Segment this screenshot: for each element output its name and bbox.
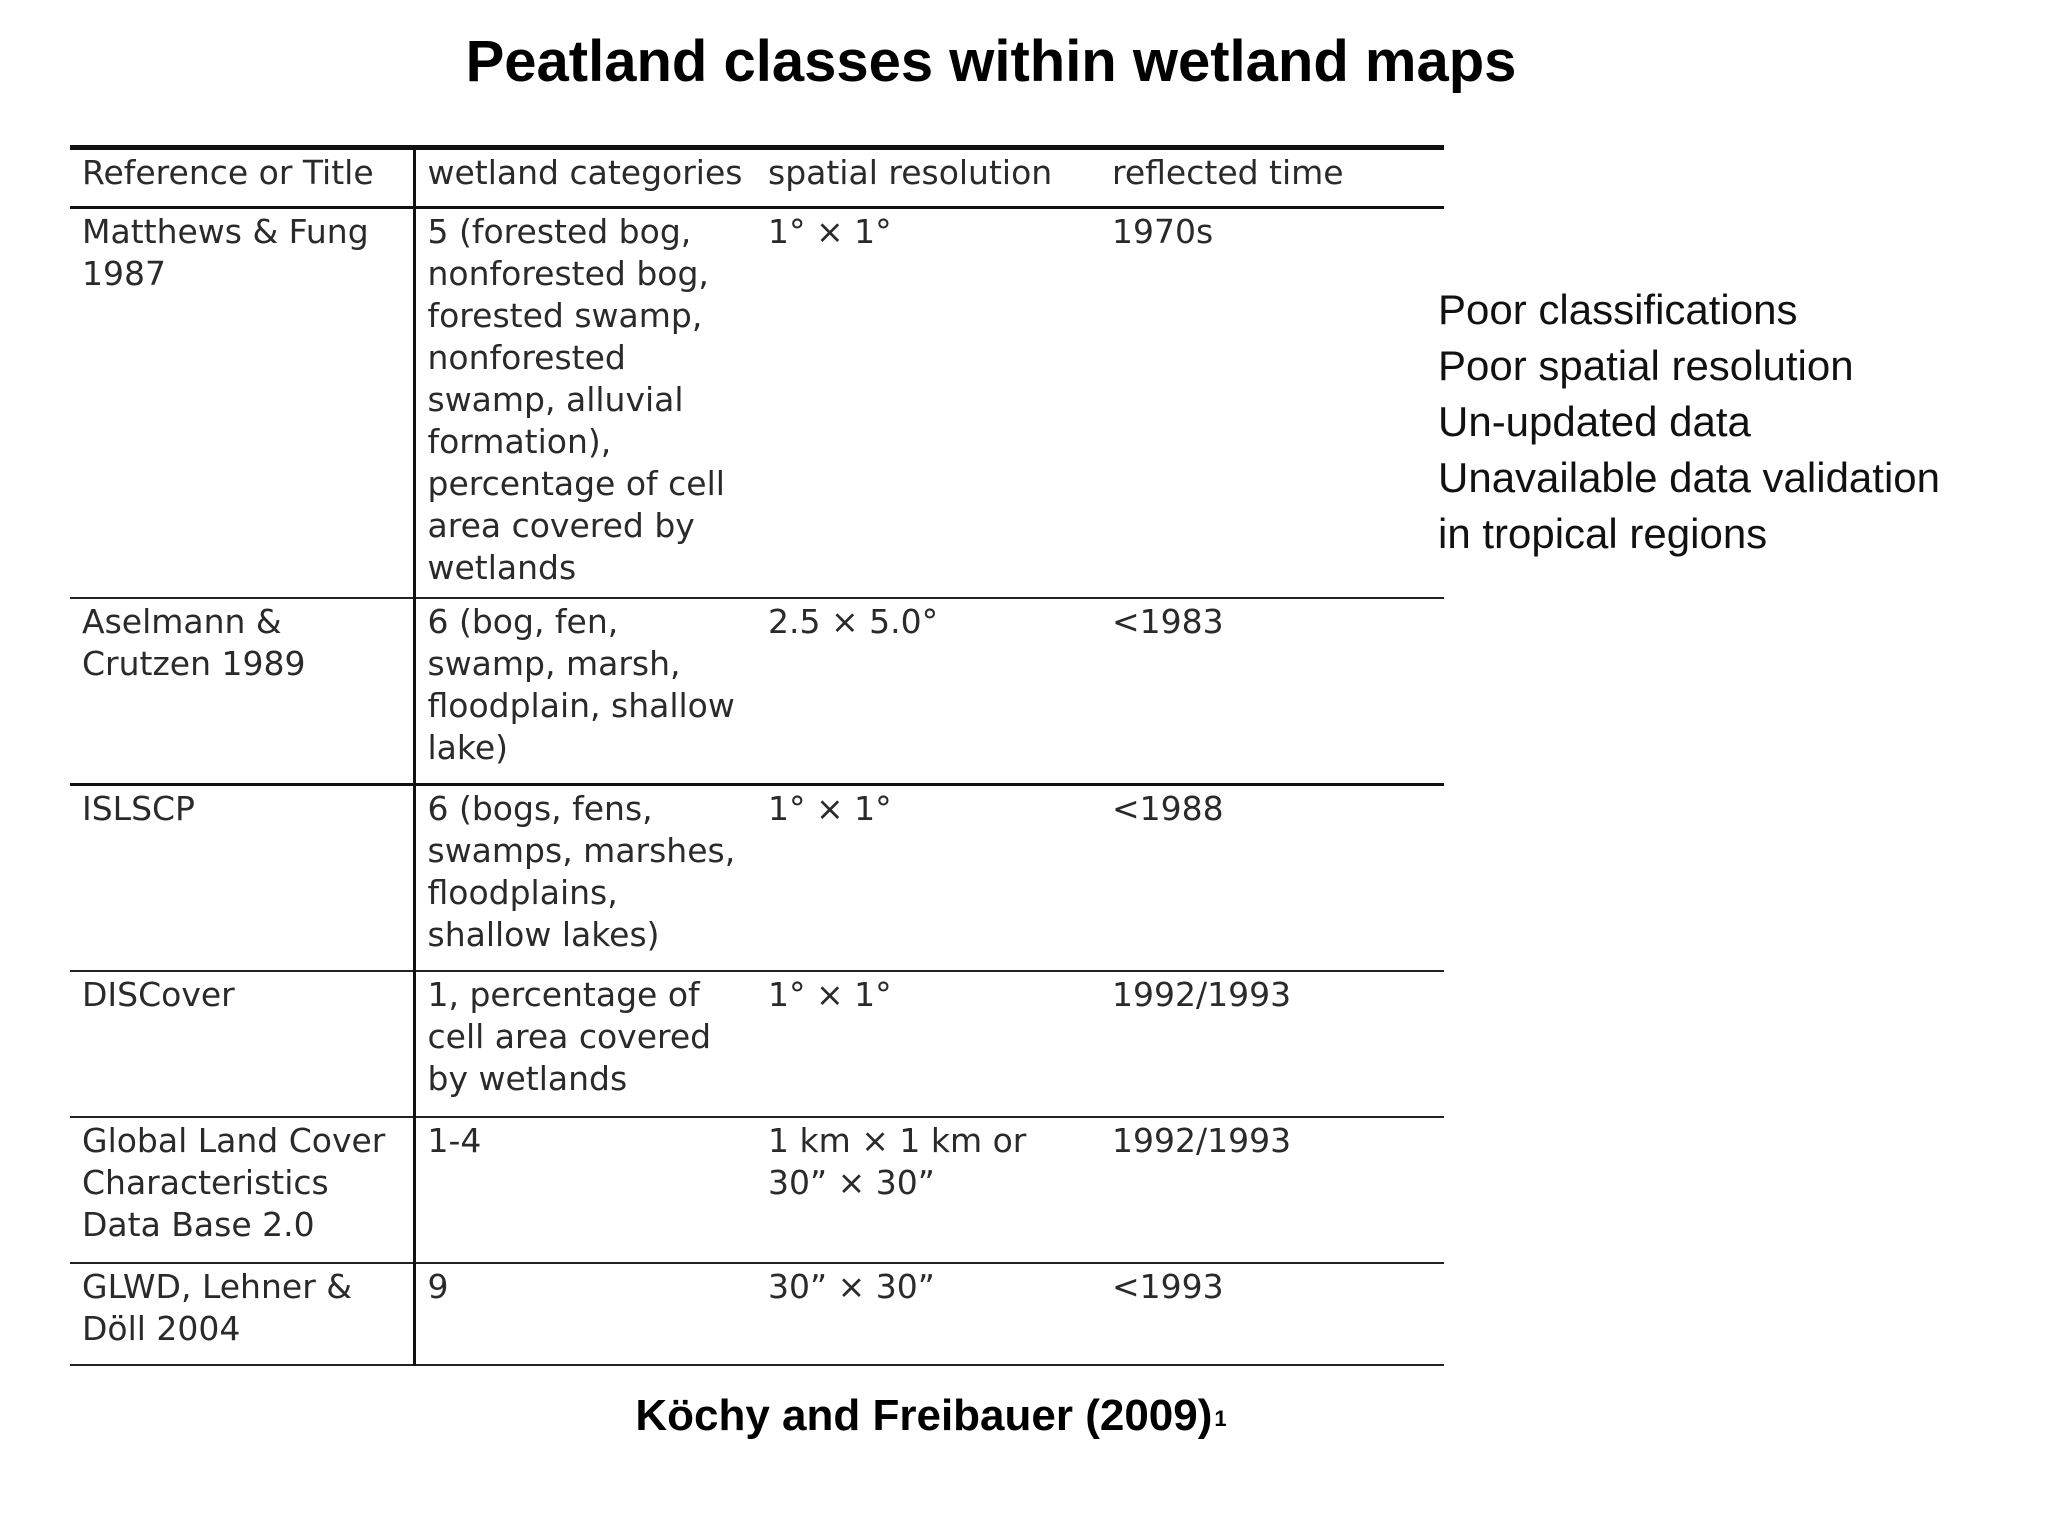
cell-categories: 6 (bog, fen, swamp, marsh, floodplain, shallow lake) bbox=[414, 598, 756, 785]
cell-reference: Matthews & Fung 1987 bbox=[70, 208, 414, 599]
cell-resolution: 30” × 30” bbox=[756, 1263, 1100, 1365]
cell-categories: 1-4 bbox=[414, 1117, 756, 1263]
issue-item: Unavailable data validation bbox=[1438, 454, 1941, 501]
cell-reference: Aselmann & Crutzen 1989 bbox=[70, 598, 414, 785]
issue-item: Un-updated data bbox=[1438, 398, 1751, 445]
column-header-categories: wetland categories bbox=[414, 148, 756, 208]
cell-reference: ISLSCP bbox=[70, 785, 414, 972]
slide-title: Peatland classes within wetland maps bbox=[465, 29, 1517, 94]
column-header-reference: Reference or Title bbox=[70, 148, 414, 208]
table-row bbox=[70, 971, 1444, 1117]
cell-time: 1992/1993 bbox=[1100, 1117, 1444, 1263]
issue-item: in tropical regions bbox=[1438, 510, 1768, 557]
citation-footnote-marker: 1 bbox=[1214, 1406, 1227, 1431]
cell-time: <1993 bbox=[1100, 1263, 1444, 1365]
cell-reference: Global Land Cover Characteristics Data Base 2.0 bbox=[70, 1117, 414, 1263]
cell-time: 1992/1993 bbox=[1100, 971, 1444, 1117]
table-row bbox=[70, 1117, 1444, 1263]
cell-reference: DISCover bbox=[70, 971, 414, 1117]
table-header-row bbox=[70, 148, 1444, 208]
citation bbox=[0, 1388, 1862, 1447]
issue-item: Poor spatial resolution bbox=[1438, 342, 1854, 389]
wetland-maps-table bbox=[70, 145, 1444, 1366]
table-row bbox=[70, 208, 1444, 599]
citation-text: Köchy and Freibauer (2009) bbox=[635, 1391, 1213, 1440]
table-row bbox=[70, 598, 1444, 785]
cell-categories: 1, percentage of cell area covered by wetlands bbox=[414, 971, 756, 1117]
wetland-maps-table-container bbox=[70, 145, 1444, 1366]
cell-resolution: 1° × 1° bbox=[756, 971, 1100, 1117]
issue-item: Poor classifications bbox=[1438, 286, 1798, 333]
cell-resolution: 2.5 × 5.0° bbox=[756, 598, 1100, 785]
cell-reference: GLWD, Lehner & Döll 2004 bbox=[70, 1263, 414, 1365]
cell-categories: 6 (bogs, fens, swamps, marshes, floodplains, shallow lakes) bbox=[414, 785, 756, 972]
cell-resolution: 1° × 1° bbox=[756, 785, 1100, 972]
cell-categories: 5 (forested bog, nonforested bog, forested swamp, nonforested swamp, alluvial formation), percentage of cell area covered by wetlands bbox=[414, 208, 756, 599]
issues-list bbox=[1438, 282, 2038, 562]
cell-categories: 9 bbox=[414, 1263, 756, 1365]
cell-time: <1983 bbox=[1100, 598, 1444, 785]
cell-time: 1970s bbox=[1100, 208, 1444, 599]
column-header-resolution: spatial resolution bbox=[756, 148, 1100, 208]
column-header-time: reflected time bbox=[1100, 148, 1444, 208]
table-row bbox=[70, 785, 1444, 972]
table-row bbox=[70, 1263, 1444, 1365]
cell-time: <1988 bbox=[1100, 785, 1444, 972]
cell-resolution: 1 km × 1 km or 30” × 30” bbox=[756, 1117, 1100, 1263]
cell-resolution: 1° × 1° bbox=[756, 208, 1100, 599]
